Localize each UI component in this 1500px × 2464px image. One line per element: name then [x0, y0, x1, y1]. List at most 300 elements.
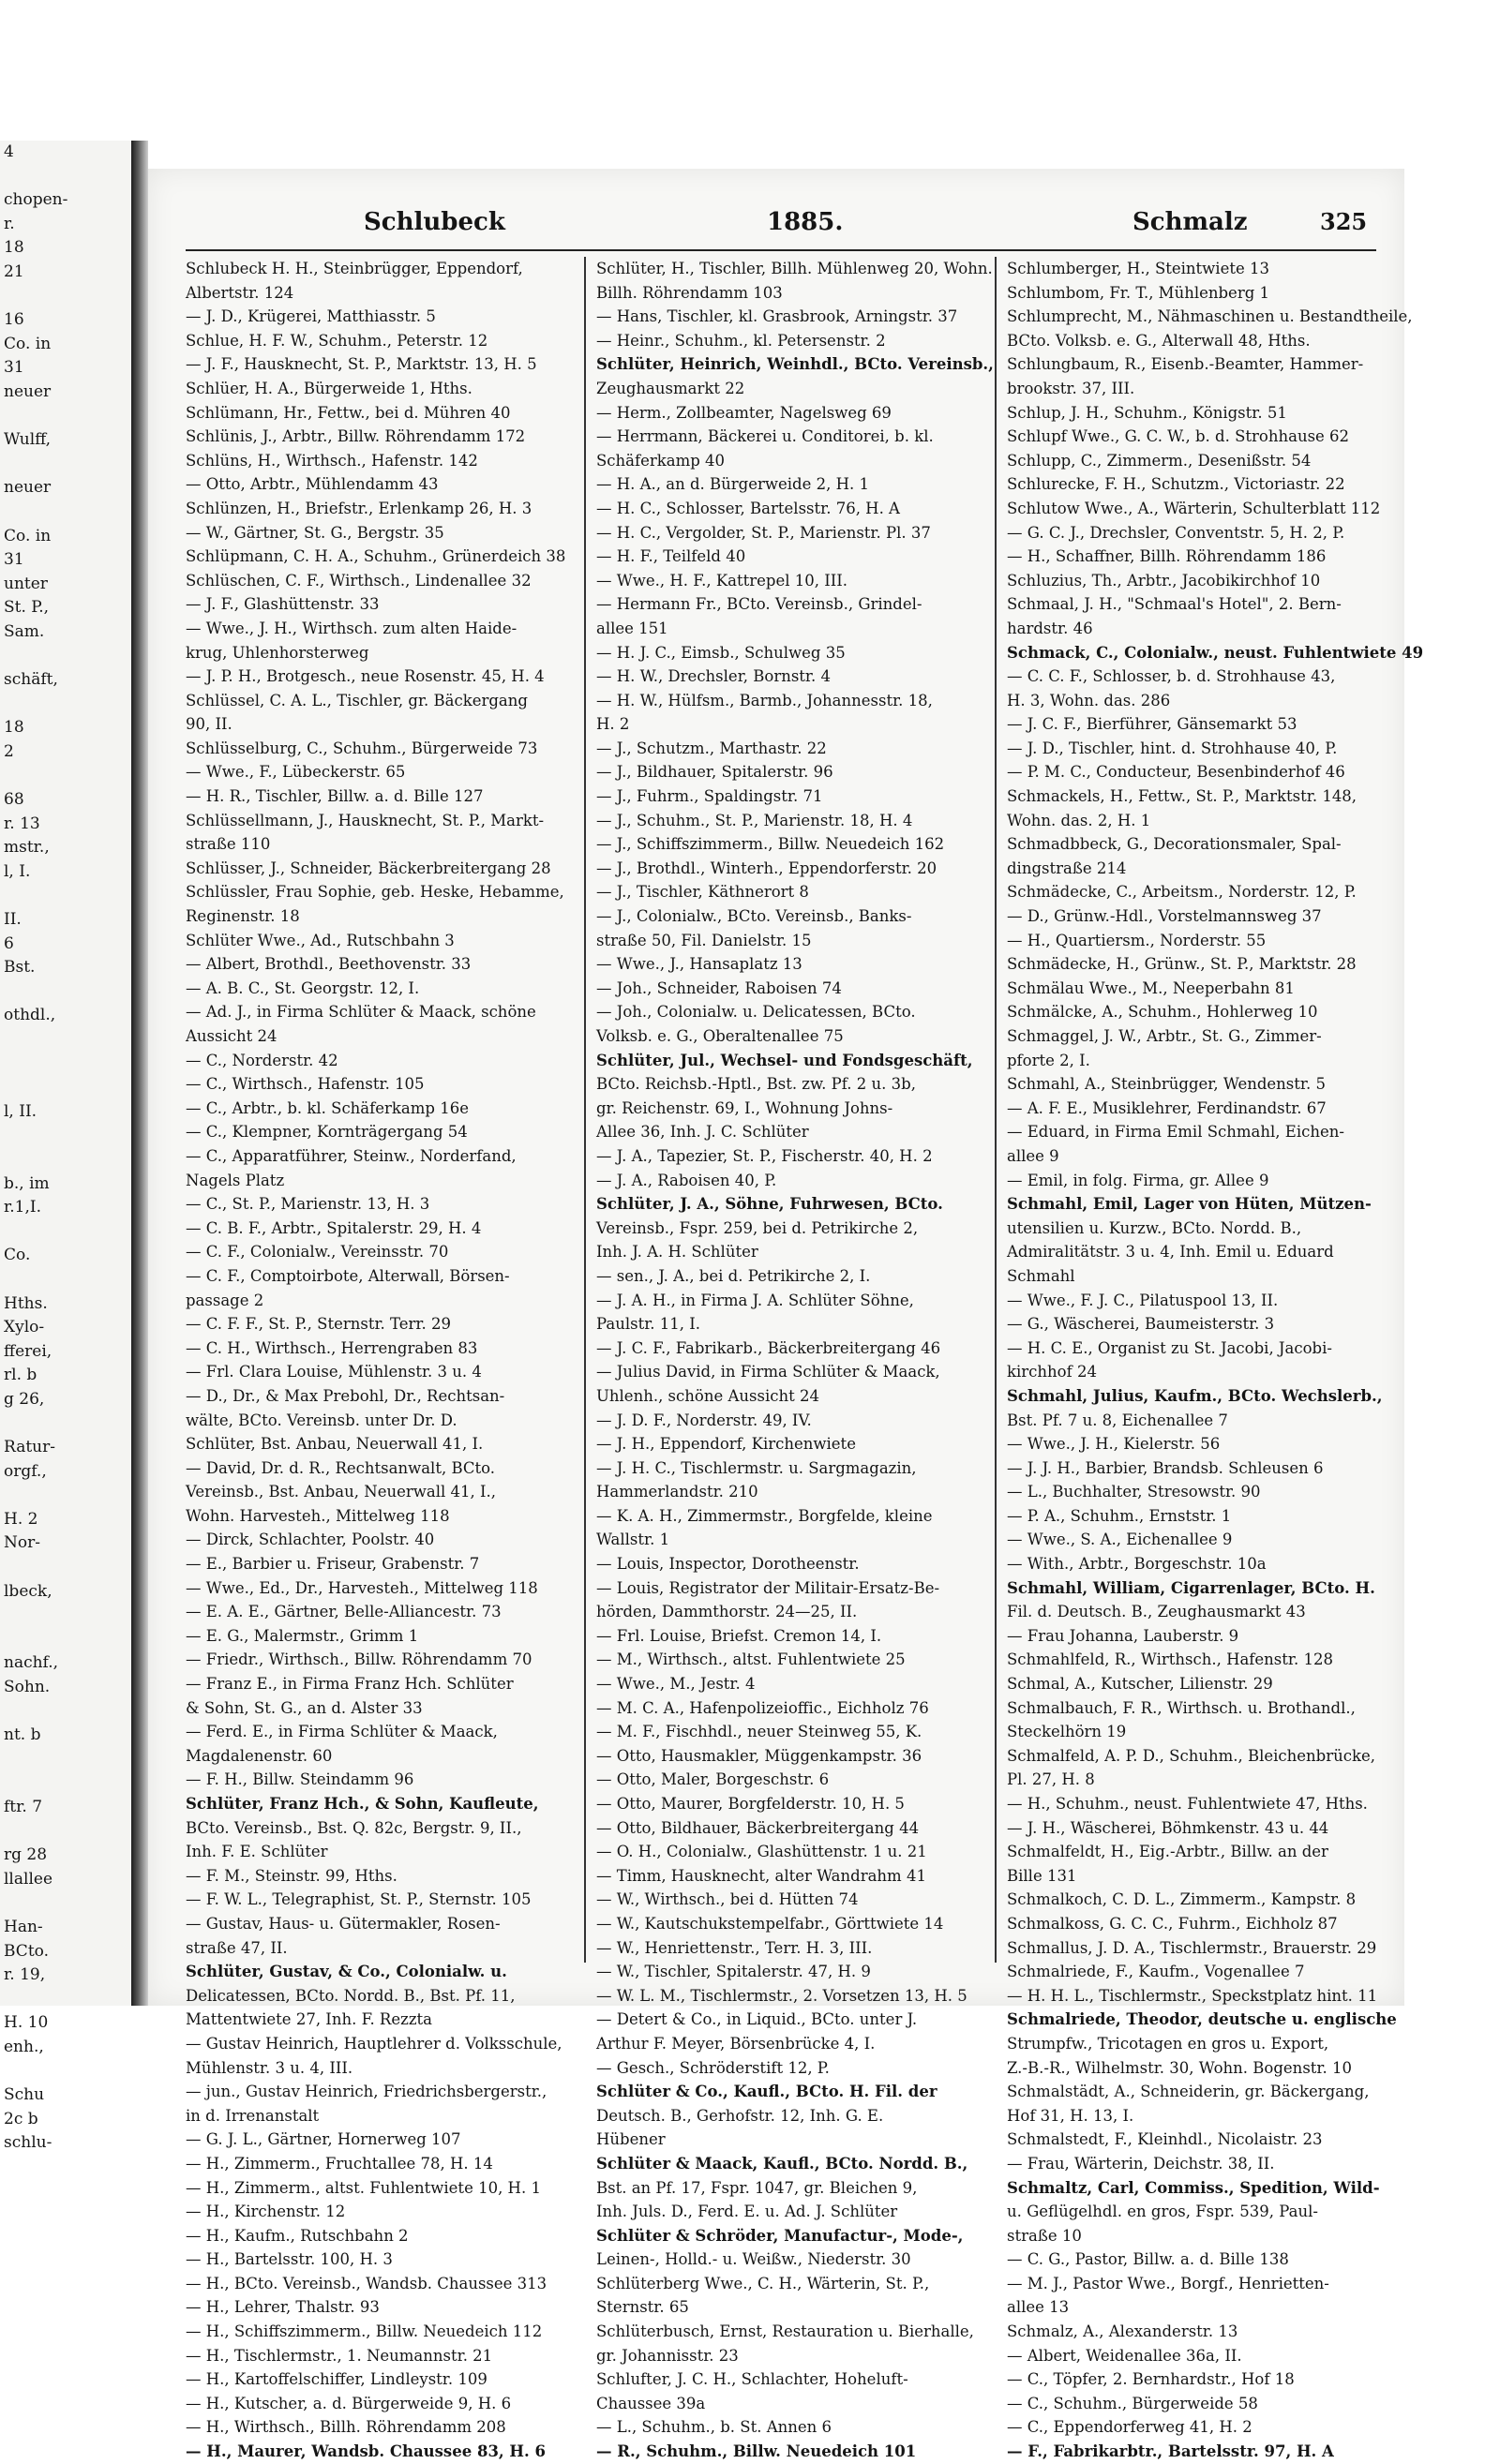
facing-page-text [0, 285, 131, 309]
directory-entry: allee 151 [596, 619, 668, 637]
facing-page-text [0, 884, 131, 908]
directory-entry: Delicatessen, BCto. Nordd. B., Bst. Pf. 11, [186, 1986, 516, 2005]
directory-entry: wälte, BCto. Vereinsb. unter Dr. D. [186, 1411, 458, 1429]
directory-entry: Schlünis, J., Arbtr., Billw. Röhrendamm 172 [186, 427, 526, 446]
directory-entry: Schmalkoch, C. D. L., Zimmerm., Kampstr. 8 [1007, 1890, 1357, 1909]
directory-entry: — G. C. J., Drechsler, Conventstr. 5, H. 2, P. [1007, 523, 1345, 542]
directory-entry: Zeughausmarkt 22 [596, 379, 745, 397]
facing-page-text [0, 1028, 131, 1053]
facing-page-text: Nor- [4, 1533, 40, 1553]
facing-page-text: rl. b [4, 1366, 38, 1385]
directory-entry: Chaussee 39a [596, 2394, 706, 2412]
directory-entry: — Wwe., F. J. C., Pilatuspool 13, II. [1007, 1291, 1279, 1309]
running-head-left: Schlubeck [364, 208, 505, 236]
directory-entry: — C., St. P., Marienstr. 13, H. 3 [186, 1195, 430, 1214]
facing-page-text [0, 1771, 131, 1796]
facing-page-text: Bst. [4, 958, 36, 978]
directory-entry: — J. D., Tischler, hint. d. Strohhause 40, P. [1007, 739, 1338, 757]
directory-entry: — M. J., Pastor Wwe., Borgf., Henrietten- [1007, 2274, 1329, 2292]
facing-page-text: neuer [4, 381, 52, 401]
directory-entry: H. 3, Wohn. das. 286 [1007, 691, 1171, 709]
directory-entry: Z.-B.-R., Wilhelmstr. 30, Wohn. Bogenstr. 10 [1007, 2058, 1352, 2077]
directory-entry: — Otto, Arbtr., Mühlendamm 43 [186, 475, 439, 494]
directory-entry: Schlüterberg Wwe., C. H., Wärterin, St. P., [596, 2274, 930, 2292]
directory-entry: — Wwe., F., Lübeckerstr. 65 [186, 763, 406, 782]
directory-entry: — Otto, Hausmakler, Müggenkampstr. 36 [596, 1746, 922, 1765]
column-divider [584, 257, 586, 1963]
directory-entry: — H. C. E., Organist zu St. Jacobi, Jacobi- [1007, 1338, 1332, 1357]
directory-entry: Mühlenstr. 3 u. 4, III. [186, 2058, 353, 2077]
facing-page-text [0, 1268, 131, 1292]
directory-entry: pforte 2, I. [1007, 1051, 1090, 1069]
facing-page-text: b., im [4, 1173, 50, 1193]
directory-entry: — Ferd. E., in Firma Schlüter & Maack, [186, 1723, 498, 1741]
directory-entry: — D., Dr., & Max Prebohl, Dr., Rechtsan- [186, 1386, 505, 1405]
facing-page-text: lbeck, [4, 1581, 52, 1601]
facing-page-text [0, 1700, 131, 1725]
directory-entry: — J. H. C., Tischlermstr. u. Sargmagazin, [596, 1458, 917, 1477]
facing-page-text: fferei, [4, 1341, 52, 1361]
directory-entry: Schmalfeld, A. P. D., Schuhm., Bleichenbrücke, [1007, 1746, 1375, 1765]
directory-entry: & Sohn, St. G., an d. Alster 33 [186, 1698, 423, 1717]
directory-entry: — Albert, Weidenallee 36a, II. [1007, 2346, 1242, 2365]
directory-entry: Schmahl, A., Steinbrügger, Wendenstr. 5 [1007, 1075, 1326, 1094]
directory-entry: Inh. J. A. H. Schlüter [596, 1243, 758, 1262]
directory-entry: Schmahl, William, Cigarrenlager, BCto. H. [1007, 1578, 1375, 1597]
facing-page-text: 16 [4, 310, 24, 330]
directory-entry: Volksb. e. G., Oberaltenallee 75 [596, 1027, 844, 1045]
directory-entry: Arthur F. Meyer, Börsenbrücke 4, I. [596, 2034, 876, 2053]
directory-entry: — H. H. L., Tischlermstr., Speckstplatz hint. 11 [1007, 1986, 1378, 2005]
facing-page-text: chopen- [4, 190, 68, 210]
directory-entry: — Franz E., in Firma Franz Hch. Schlüter [186, 1675, 514, 1694]
directory-entry: Schlüsselburg, C., Schuhm., Bürgerweide 73 [186, 739, 538, 757]
directory-entry: Schlup, J. H., Schuhm., Königstr. 51 [1007, 403, 1287, 422]
directory-entry: Sternstr. 65 [596, 2298, 689, 2317]
facing-page-text [0, 500, 131, 525]
directory-entry: — H., Bartelsstr. 100, H. 3 [186, 2250, 393, 2269]
facing-page-text: 68 [4, 790, 24, 810]
facing-page-text: H. 2 [4, 1509, 38, 1529]
directory-entry: — J. A. H., in Firma J. A. Schlüter Söhne, [596, 1291, 914, 1309]
directory-entry: — Wwe., J. H., Kielerstr. 56 [1007, 1435, 1221, 1454]
facing-page-text: g 26, [4, 1389, 45, 1409]
directory-entry: Schlüterbusch, Ernst, Restauration u. Bierhalle, [596, 2322, 974, 2341]
book-gutter [131, 141, 148, 2006]
directory-entry: — H., Schuhm., neust. Fuhlentwiete 47, Hths. [1007, 1795, 1368, 1813]
directory-entry: Schlünzen, H., Briefstr., Erlenkamp 26, H. 3 [186, 499, 532, 517]
column-1 [186, 257, 578, 2461]
directory-entry: Schmädecke, C., Arbeitsm., Norderstr. 12, P. [1007, 883, 1357, 902]
directory-entry: — H. W., Hülfsm., Barmb., Johannesstr. 18, [596, 691, 933, 709]
directory-entry: Schlüns, H., Wirthsch., Hafenstr. 142 [186, 451, 478, 470]
directory-entry: straße 47, II. [186, 1938, 288, 1957]
directory-entry: Schmalriede, Theodor, deutsche u. englische [1007, 2010, 1397, 2029]
directory-entry: — R., Schuhm., Billw. Neuedeich 101 [596, 2442, 917, 2461]
directory-entry: Schmälcke, A., Schuhm., Hohlerweg 10 [1007, 1003, 1318, 1022]
directory-entry: Reginenstr. 18 [186, 907, 300, 926]
directory-entry: — H., Schiffszimmerm., Billw. Neuedeich 112 [186, 2322, 543, 2341]
directory-entry: — W., Henriettenstr., Terr. H. 3, III. [596, 1938, 873, 1957]
directory-entry: — J. D. F., Norderstr. 49, IV. [596, 1411, 812, 1429]
directory-entry: — H., Quartiersm., Norderstr. 55 [1007, 931, 1267, 949]
directory-entry: — J., Schuhm., St. P., Marienstr. 18, H. 4 [596, 811, 913, 829]
directory-entry: Schmahl [1007, 1266, 1075, 1285]
directory-entry: Schlüsser, J., Schneider, Bäckerbreitergang 28 [186, 859, 551, 877]
directory-entry: in d. Irrenanstalt [186, 2106, 320, 2125]
directory-entry: — P. M. C., Conducteur, Besenbinderhof 46 [1007, 763, 1345, 782]
directory-entry: — W. L. M., Tischlermstr., 2. Vorsetzen 13, H. 5 [596, 1986, 968, 2005]
directory-entry: Inh. F. E. Schlüter [186, 1843, 328, 1861]
directory-entry: — H., Tischlermstr., 1. Neumannstr. 21 [186, 2346, 493, 2365]
directory-entry: — E. G., Malermstr., Grimm 1 [186, 1626, 419, 1645]
directory-entry: — J., Colonialw., BCto. Vereinsb., Banks- [596, 907, 912, 926]
facing-page-text [0, 1748, 131, 1772]
directory-entry: — F. H., Billw. Steindamm 96 [186, 1770, 414, 1789]
facing-page-text: 6 [4, 933, 14, 953]
directory-entry: Schlüter, H., Tischler, Billh. Mühlenweg 20, Wohn. [596, 260, 993, 277]
facing-page-text: nt. b [4, 1725, 41, 1745]
directory-entry: Schlüssellmann, J., Hausknecht, St. P., Markt- [186, 811, 545, 829]
facing-page-text: unter [4, 574, 48, 593]
directory-entry: — jun., Gustav Heinrich, Friedrichsbergerstr., [186, 2083, 548, 2101]
facing-page-text: 4 [4, 142, 14, 161]
directory-entry: Schlumprecht, M., Nähmaschinen u. Bestandtheile, [1007, 307, 1413, 326]
directory-entry: Schlüter & Maack, Kaufl., BCto. Nordd. B., [596, 2154, 968, 2173]
header-rule [186, 249, 1376, 251]
directory-entry: passage 2 [186, 1291, 264, 1309]
directory-entry: dingstraße 214 [1007, 859, 1127, 877]
directory-entry: Bst. Pf. 7 u. 8, Eichenallee 7 [1007, 1411, 1228, 1429]
facing-page-text: 2 [4, 741, 14, 761]
directory-entry: Wallstr. 1 [596, 1531, 670, 1549]
directory-entry: Schlüschen, C. F., Wirthsch., Lindenallee 32 [186, 571, 532, 590]
facing-page-text [0, 453, 131, 477]
directory-entry: — C. C. F., Schlosser, b. d. Strohhause 43, [1007, 667, 1336, 686]
directory-entry: — Hermann Fr., BCto. Vereinsb., Grindel- [596, 595, 922, 614]
directory-entry: — C., Töpfer, 2. Bernhardstr., Hof 18 [1007, 2370, 1295, 2389]
facing-page-text: l, II. [4, 1101, 38, 1121]
facing-page-text: r. 19, [4, 1965, 46, 1985]
directory-entry: Schmahlfeld, R., Wirthsch., Hafenstr. 128 [1007, 1650, 1333, 1669]
directory-entry: — H. J. C., Eimsb., Schulweg 35 [596, 643, 846, 662]
directory-entry: — H., BCto. Vereinsb., Wandsb. Chaussee 313 [186, 2274, 548, 2292]
directory-entry: — Emil, in folg. Firma, gr. Allee 9 [1007, 1171, 1269, 1189]
facing-page-text: Wulff, [4, 430, 52, 450]
facing-page-text: mstr., [4, 838, 50, 858]
directory-entry: Bille 131 [1007, 1866, 1077, 1885]
directory-entry: Schluzius, Th., Arbtr., Jacobikirchhof 10 [1007, 571, 1321, 590]
directory-entry: — Louis, Inspector, Dorotheenstr. [596, 1555, 860, 1574]
directory-entry: — H., Maurer, Wandsb. Chaussee 83, H. 6 [186, 2442, 546, 2461]
facing-page-text: Hths. [4, 1293, 48, 1313]
directory-entry: — J. C. F., Fabrikarb., Bäckerbreitergang 46 [596, 1338, 941, 1357]
directory-entry: 90, II. [186, 715, 232, 734]
directory-entry: Steckelhörn 19 [1007, 1723, 1127, 1741]
facing-page-text: neuer [4, 478, 52, 498]
facing-page-text [0, 1053, 131, 1077]
directory-entry: Bst. an Pf. 17, Fspr. 1047, gr. Bleichen 9, [596, 2178, 918, 2197]
directory-entry: Schlüter & Schröder, Manufactur-, Mode-, [596, 2226, 964, 2245]
directory-entry: Schmalstedt, F., Kleinhdl., Nicolaistr. 23 [1007, 2130, 1323, 2149]
directory-entry: — C., Arbtr., b. kl. Schäferkamp 16e [186, 1098, 469, 1117]
directory-entry: hardstr. 46 [1007, 619, 1093, 637]
directory-entry: — Louis, Registrator der Militair-Ersatz-Be- [596, 1578, 940, 1597]
directory-entry: — H., Lehrer, Thalstr. 93 [186, 2298, 380, 2317]
facing-page-text [0, 1891, 131, 1916]
directory-entry: Allee 36, Inh. J. C. Schlüter [596, 1123, 809, 1142]
facing-page-text: 31 [4, 358, 24, 378]
directory-entry: — H., Kartoffelschiffer, Lindleystr. 109 [186, 2370, 488, 2389]
facing-page-text: Sam. [4, 621, 45, 641]
directory-entry: gr. Reichenstr. 69, I., Wohnung Johns- [596, 1098, 893, 1117]
directory-entry: — J., Fuhrm., Spaldingstr. 71 [596, 787, 823, 806]
facing-page-text: St. P., [4, 598, 50, 618]
directory-entry: — C., Eppendorferweg 41, H. 2 [1007, 2418, 1252, 2437]
directory-entry: — Eduard, in Firma Emil Schmahl, Eichen- [1007, 1123, 1344, 1142]
facing-page-text: Ratur- [4, 1438, 55, 1457]
directory-entry: — Gustav Heinrich, Hauptlehrer d. Volksschule, [186, 2034, 562, 2053]
directory-entry: — C. H., Wirthsch., Herrengraben 83 [186, 1338, 478, 1357]
directory-entry: — A. F. E., Musiklehrer, Ferdinandstr. 67 [1007, 1098, 1327, 1117]
directory-entry: Schlüter, Gustav, & Co., Colonialw. u. [186, 1963, 507, 1981]
directory-entry: — G., Wäscherei, Baumeisterstr. 3 [1007, 1315, 1275, 1334]
directory-entry: Schmaltz, Carl, Commiss., Spedition, Wild- [1007, 2178, 1380, 2197]
directory-entry: Wohn. Harvesteh., Mittelweg 118 [186, 1506, 450, 1525]
directory-entry: — Otto, Maler, Borgeschstr. 6 [596, 1770, 830, 1789]
column-2 [596, 257, 994, 2461]
directory-entry: — H., Kutscher, a. d. Bürgerweide 9, H. 6 [186, 2394, 512, 2412]
directory-entry: — Wwe., J. H., Wirthsch. zum alten Haide- [186, 619, 518, 637]
directory-entry: — F., Fabrikarbtr., Bartelsstr. 97, H. A [1007, 2442, 1334, 2461]
directory-entry: — Gustav, Haus- u. Gütermakler, Rosen- [186, 1914, 501, 1933]
directory-entry: utensilien u. Kurzw., BCto. Nordd. B., [1007, 1218, 1302, 1237]
directory-entry: — W., Wirthsch., bei d. Hütten 74 [596, 1890, 859, 1909]
facing-page-text: orgf., [4, 1461, 47, 1481]
directory-entry: — Timm, Hausknecht, alter Wandrahm 41 [596, 1866, 926, 1885]
facing-page-text [0, 644, 131, 668]
directory-entry: — Detert & Co., in Liquid., BCto. unter J. [596, 2010, 918, 2029]
facing-page-text: ftr. 7 [4, 1797, 43, 1816]
directory-entry: — J. A., Raboisen 40, P. [596, 1171, 777, 1189]
directory-entry: Vereinsb., Bst. Anbau, Neuerwall 41, I., [186, 1483, 496, 1501]
directory-entry: Aussicht 24 [186, 1027, 278, 1045]
directory-entry: — J., Brothdl., Winterh., Eppendorferstr. 20 [596, 859, 938, 877]
directory-entry: — O. H., Colonialw., Glashüttenstr. 1 u. 21 [596, 1843, 927, 1861]
directory-entry: straße 50, Fil. Danielstr. 15 [596, 931, 812, 949]
facing-page-text [0, 1124, 131, 1148]
directory-entry: gr. Johannisstr. 23 [596, 2346, 739, 2365]
directory-entry: — J., Bildhauer, Spitalerstr. 96 [596, 763, 833, 782]
facing-page-text: schäft, [4, 670, 58, 690]
directory-entry: — Otto, Bildhauer, Bäckerbreitergang 44 [596, 1818, 920, 1837]
directory-entry: — J. C. F., Bierführer, Gänsemarkt 53 [1007, 715, 1298, 734]
facing-page-text: Co. in [4, 526, 52, 545]
directory-entry: Strumpfw., Tricotagen en gros u. Export, [1007, 2034, 1329, 2053]
directory-entry: — J. F., Glashüttenstr. 33 [186, 595, 380, 614]
facing-page-text: BCto. [4, 1941, 49, 1961]
directory-entry: — C. F., Comptoirbote, Alterwall, Börsen- [186, 1266, 510, 1285]
facing-page-text: nachf., [4, 1653, 59, 1673]
facing-page-text [0, 1988, 131, 2012]
directory-entry: — Ad. J., in Firma Schlüter & Maack, schöne [186, 1003, 536, 1022]
directory-entry: — G. J. L., Gärtner, Hornerweg 107 [186, 2130, 461, 2149]
directory-entry: Schlüssler, Frau Sophie, geb. Heske, Hebamme, [186, 883, 564, 902]
facing-page-text: Co. in [4, 334, 52, 353]
directory-entry: Leinen-, Holld.- u. Weißw., Niederstr. 30 [596, 2250, 911, 2269]
directory-entry: — J. J. H., Barbier, Brandsb. Schleusen 6 [1007, 1458, 1324, 1477]
directory-entry: hörden, Dammthorstr. 24—25, II. [596, 1603, 858, 1621]
directory-entry: Pl. 27, H. 8 [1007, 1770, 1095, 1789]
directory-entry: — Wwe., M., Jestr. 4 [596, 1675, 756, 1694]
page-header [148, 208, 1404, 251]
directory-entry: — L., Buchhalter, Stresowstr. 90 [1007, 1483, 1261, 1501]
directory-entry: — Heinr., Schuhm., kl. Petersenstr. 2 [596, 331, 886, 350]
directory-entry: Schmaal, J. H., "Schmaal's Hotel", 2. Bern- [1007, 595, 1342, 614]
directory-entry: Paulstr. 11, I. [596, 1315, 701, 1334]
directory-entry: — H., Kaufm., Rutschbahn 2 [186, 2226, 409, 2245]
facing-page-text: rg 28 [4, 1845, 48, 1865]
directory-entry: Schlurecke, F. H., Schutzm., Victoriastr. 22 [1007, 475, 1345, 494]
directory-entry: straße 110 [186, 835, 271, 854]
directory-entry: — J. H., Eppendorf, Kirchenwiete [596, 1435, 856, 1454]
facing-page-text [0, 1820, 131, 1844]
directory-entry: — K. A. H., Zimmermstr., Borgfelde, kleine [596, 1506, 933, 1525]
directory-entry: Nagels Platz [186, 1171, 285, 1189]
running-head-year: 1885. [767, 208, 844, 236]
directory-entry: BCto. Reichsb.-Hptl., Bst. zw. Pf. 2 u. 3b, [596, 1075, 916, 1094]
directory-entry: Schlüter, Bst. Anbau, Neuerwall 41, I. [186, 1435, 484, 1454]
directory-entry: — C. G., Pastor, Billw. a. d. Bille 138 [1007, 2250, 1289, 2269]
directory-entry: — C., Apparatführer, Steinw., Norderfand, [186, 1146, 517, 1165]
directory-entry: Mattentwiete 27, Inh. F. Rezzta [186, 2010, 432, 2029]
directory-entry: — C. F., Colonialw., Vereinsstr. 70 [186, 1243, 449, 1262]
directory-entry: — Herrmann, Bäckerei u. Conditorei, b. kl. [596, 427, 934, 446]
directory-entry: Admiralitätstr. 3 u. 4, Inh. Emil u. Eduard [1007, 1243, 1334, 1262]
directory-entry: Schlümann, Hr., Fettw., bei d. Mühren 40 [186, 403, 511, 422]
directory-entry: — J. F., Hausknecht, St. P., Marktstr. 13, H. 5 [186, 355, 537, 374]
directory-entry: Schlüpmann, C. H. A., Schuhm., Grünerdeich 38 [186, 547, 566, 566]
facing-page-text: 21 [4, 261, 24, 281]
facing-page-text: llallee [4, 1869, 53, 1889]
page-number: 325 [1320, 208, 1368, 235]
directory-entry: Magdalenenstr. 60 [186, 1746, 333, 1765]
directory-entry: — H., Kirchenstr. 12 [186, 2203, 346, 2221]
facing-page-text: H. 10 [4, 2013, 49, 2033]
facing-page-text [0, 1148, 131, 1172]
directory-entry: Schlumberger, H., Steintwiete 13 [1007, 260, 1269, 277]
directory-entry: — Otto, Maurer, Borgfelderstr. 10, H. 5 [596, 1795, 905, 1813]
directory-entry: Inh. Juls. D., Ferd. E. u. Ad. J. Schlüter [596, 2203, 898, 2221]
facing-page-text [0, 764, 131, 788]
directory-entry: — J. P. H., Brotgesch., neue Rosenstr. 45, H. 4 [186, 667, 545, 686]
directory-entry: straße 10 [1007, 2226, 1082, 2245]
directory-entry: Hof 31, H. 13, I. [1007, 2106, 1134, 2125]
facing-page-text: Co. [4, 1246, 31, 1265]
facing-page-text: II. [4, 910, 22, 929]
facing-page-text: l, I. [4, 861, 31, 881]
directory-entry: Schlüer, H. A., Bürgerweide 1, Hths. [186, 379, 472, 397]
directory-entry: — C., Norderstr. 42 [186, 1051, 338, 1069]
directory-entry: Schlüter, Jul., Wechsel- und Fondsgeschäft, [596, 1051, 973, 1069]
facing-page-text [0, 1604, 131, 1628]
directory-entry: Vereinsb., Fspr. 259, bei d. Petrikirche 2, [596, 1218, 919, 1237]
facing-page-text [0, 2060, 131, 2084]
facing-page-text [0, 165, 131, 189]
directory-entry: Schmalkoss, G. C. C., Fuhrm., Eichholz 87 [1007, 1914, 1338, 1933]
facing-page-text: 18 [4, 238, 24, 258]
facing-page-fragment [0, 141, 137, 2153]
directory-entry: brookstr. 37, III. [1007, 379, 1135, 397]
directory-entry: Schlüter & Co., Kaufl., BCto. H. Fil. der [596, 2083, 938, 2101]
directory-entry: Schmaggel, J. W., Arbtr., St. G., Zimmer- [1007, 1027, 1322, 1045]
directory-entry: — H., Zimmerm., altst. Fuhlentwiete 10, H. 1 [186, 2178, 541, 2197]
directory-entry: — C. F. F., St. P., Sternstr. Terr. 29 [186, 1315, 451, 1334]
directory-entry: BCto. Vereinsb., Bst. Q. 82c, Bergstr. 9, II., [186, 1818, 522, 1837]
facing-page-text: 31 [4, 550, 24, 570]
directory-entry: — H. W., Drechsler, Bornstr. 4 [596, 667, 831, 686]
directory-entry: — H., Zimmerm., Fruchtallee 78, H. 14 [186, 2154, 493, 2173]
directory-entry: Schmalfeldt, H., Eig.-Arbtr., Billw. an der [1007, 1843, 1328, 1861]
directory-entry: — W., Tischler, Spitalerstr. 47, H. 9 [596, 1963, 871, 1981]
directory-entry: Schlüter, J. A., Söhne, Fuhrwesen, BCto. [596, 1195, 943, 1214]
directory-entry: — sen., J. A., bei d. Petrikirche 2, I. [596, 1266, 871, 1285]
column-divider [995, 257, 997, 1963]
directory-entry: — Joh., Colonialw. u. Delicatessen, BCto. [596, 1003, 916, 1022]
directory-entry: Schmalriede, F., Kaufm., Vogenallee 7 [1007, 1963, 1305, 1981]
directory-entry: Hübener [596, 2130, 666, 2149]
directory-entry: — C., Wirthsch., Hafenstr. 105 [186, 1075, 425, 1094]
directory-entry: — Dirck, Schlachter, Poolstr. 40 [186, 1531, 435, 1549]
directory-entry: — W., Kautschukstempelfabr., Görttwiete 14 [596, 1914, 944, 1933]
directory-entry: — Wwe., J., Hansaplatz 13 [596, 955, 802, 974]
directory-entry: — Wwe., Ed., Dr., Harvesteh., Mittelweg 118 [186, 1578, 538, 1597]
directory-entry: — J. A., Tapezier, St. P., Fischerstr. 40, H. 2 [596, 1146, 933, 1165]
facing-page-text [0, 1076, 131, 1100]
running-head-right: Schmalz [1132, 208, 1248, 236]
directory-entry: — H. C., Vergolder, St. P., Marienstr. Pl. 37 [596, 523, 931, 542]
directory-entry: — Wwe., S. A., Eichenallee 9 [1007, 1531, 1233, 1549]
directory-entry: — Friedr., Wirthsch., Billw. Röhrendamm 70 [186, 1650, 532, 1669]
facing-page-text [0, 980, 131, 1005]
directory-entry: — Joh., Schneider, Raboisen 74 [596, 978, 842, 997]
facing-page-text [0, 1220, 131, 1245]
facing-page-text [0, 1411, 131, 1436]
directory-entry: Schmälau Wwe., M., Neeperbahn 81 [1007, 978, 1295, 997]
facing-page-text: 18 [4, 718, 24, 738]
directory-entry: u. Geflügelhdl. en gros, Fspr. 539, Paul- [1007, 2203, 1318, 2221]
directory-entry: Schmack, C., Colonialw., neust. Fuhlentwiete 49 [1007, 643, 1424, 662]
directory-entry: Wohn. das. 2, H. 1 [1007, 811, 1151, 829]
directory-entry: Schlufter, J. C. H., Schlachter, Hoheluft- [596, 2370, 908, 2389]
column-3 [1007, 257, 1424, 2461]
directory-entry: Schmalz, A., Alexanderstr. 13 [1007, 2322, 1238, 2341]
directory-entry: Schlüssel, C. A. L., Tischler, gr. Bäckergang [186, 691, 528, 709]
directory-entry: — J. D., Krügerei, Matthiasstr. 5 [186, 307, 436, 326]
directory-entry: — Gesch., Schröderstift 12, P. [596, 2058, 830, 2077]
directory-entry: H. 2 [596, 715, 630, 734]
facing-page-text: r. 13 [4, 814, 40, 833]
directory-entry: allee 9 [1007, 1146, 1059, 1165]
directory-entry: — Frau, Wärterin, Deichstr. 38, II. [1007, 2154, 1275, 2173]
directory-entry: — J., Tischler, Käthnerort 8 [596, 883, 809, 902]
directory-entry: — C., Schuhm., Bürgerweide 58 [1007, 2394, 1258, 2412]
directory-entry: — Frau Johanna, Lauberstr. 9 [1007, 1626, 1239, 1645]
facing-page-text: Sohn. [4, 1678, 51, 1696]
facing-page-text: othdl., [4, 1006, 56, 1025]
directory-entry: — J. H., Wäscherei, Böhmkenstr. 43 u. 44 [1007, 1818, 1329, 1837]
facing-page-text [0, 693, 131, 717]
